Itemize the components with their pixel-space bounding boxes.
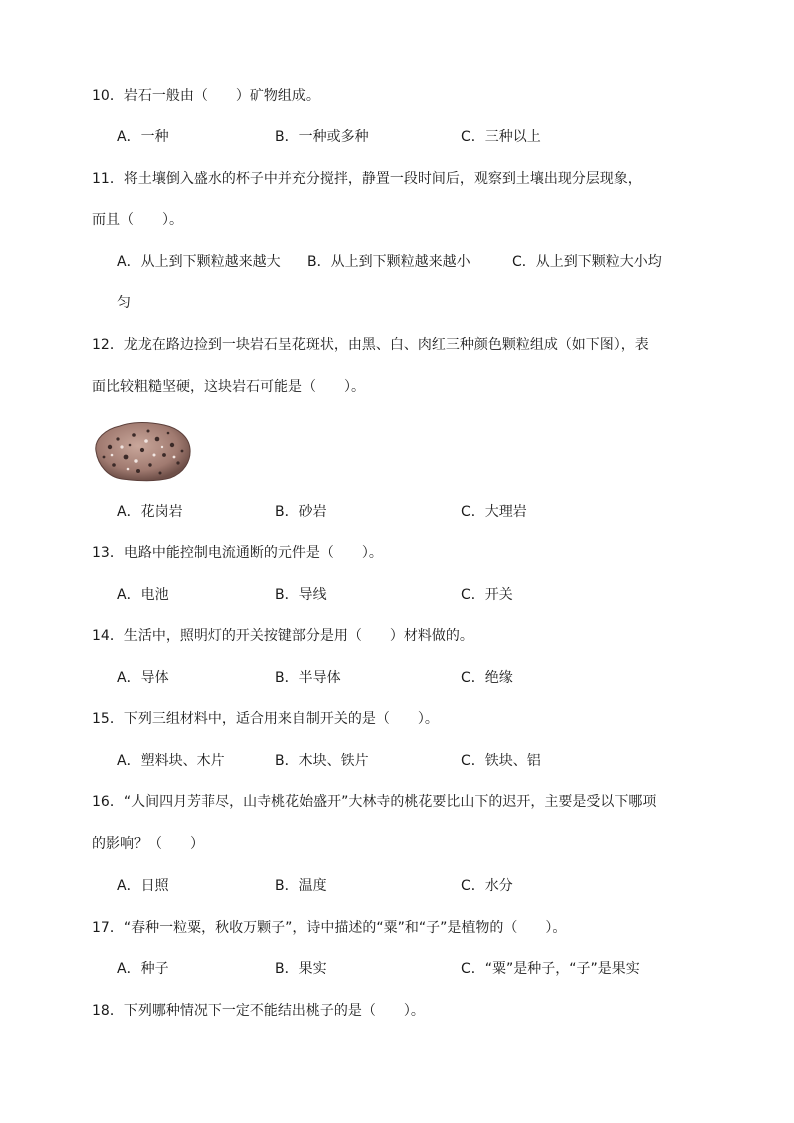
question-13-option-a: A．电池: [117, 587, 169, 603]
question-12-text-line-1: 12．龙龙在路边捡到一块岩石呈花斑状，由黑、白、肉红三种颜色颗粒组成（如下图），表: [92, 337, 649, 353]
question-16-option-b: B．温度: [275, 878, 327, 894]
question-12-text-line-2: 面比较粗糙坚硬，这块岩石可能是（ ）。: [92, 379, 365, 395]
question-17-option-a: A．种子: [117, 961, 169, 977]
question-13-option-c: C．开关: [461, 587, 513, 603]
question-10-option-c: C．三种以上: [461, 129, 541, 145]
question-10-text: 10．岩石一般由（ ）矿物组成。: [92, 88, 320, 104]
question-14-option-c: C．绝缘: [461, 670, 513, 686]
question-14-text: 14．生活中，照明灯的开关按键部分是用（ ）材料做的。: [92, 628, 474, 644]
question-14-option-b: B．半导体: [275, 670, 341, 686]
question-15-option-c: C．铁块、铝: [461, 753, 541, 769]
question-11-text-line-1: 11．将土壤倒入盛水的杯子中并充分搅拌，静置一段时间后，观察到土壤出现分层现象，: [92, 171, 642, 187]
question-13-option-b: B．导线: [275, 587, 327, 603]
question-10-option-a: A．一种: [117, 129, 169, 145]
question-12-option-b: B．砂岩: [275, 504, 327, 520]
question-13-text: 13．电路中能控制电流通断的元件是（ ）。: [92, 545, 383, 561]
granite-rock-image: [90, 417, 194, 483]
question-16-option-c: C．水分: [461, 878, 513, 894]
question-18-text: 18．下列哪种情况下一定不能结出桃子的是（ ）。: [92, 1003, 425, 1019]
question-17-option-c: C．“粟”是种子，“子”是果实: [461, 961, 640, 977]
question-11-option-a: A．从上到下颗粒越来越大: [117, 254, 281, 270]
question-10-option-b: B．一种或多种: [275, 129, 369, 145]
question-17-option-b: B．果实: [275, 961, 327, 977]
question-16-text-line-2: 的影响？（ ）: [92, 836, 204, 852]
question-16-option-a: A．日照: [117, 878, 169, 894]
question-16-text-line-1: 16．“人间四月芳菲尽，山寺桃花始盛开”大林寺的桃花要比山下的迟开，主要是受以下哪项: [92, 794, 657, 810]
question-15-option-b: B．木块、铁片: [275, 753, 369, 769]
question-17-text: 17．“春种一粒粟，秋收万颗子”，诗中描述的“粟”和“子”是植物的（ ）。: [92, 920, 567, 936]
question-12-option-c: C．大理岩: [461, 504, 527, 520]
question-11-option-c: C．从上到下颗粒大小均: [512, 254, 662, 270]
question-11-option-b: B．从上到下颗粒越来越小: [307, 254, 471, 270]
question-12-option-a: A．花岗岩: [117, 504, 183, 520]
question-11-text-line-2: 而且（ ）。: [92, 212, 183, 228]
question-14-option-a: A．导体: [117, 670, 169, 686]
question-11-option-c-continued: 匀: [117, 295, 131, 311]
question-15-option-a: A．塑料块、木片: [117, 753, 225, 769]
question-15-text: 15．下列三组材料中，适合用来自制开关的是（ ）。: [92, 711, 439, 727]
